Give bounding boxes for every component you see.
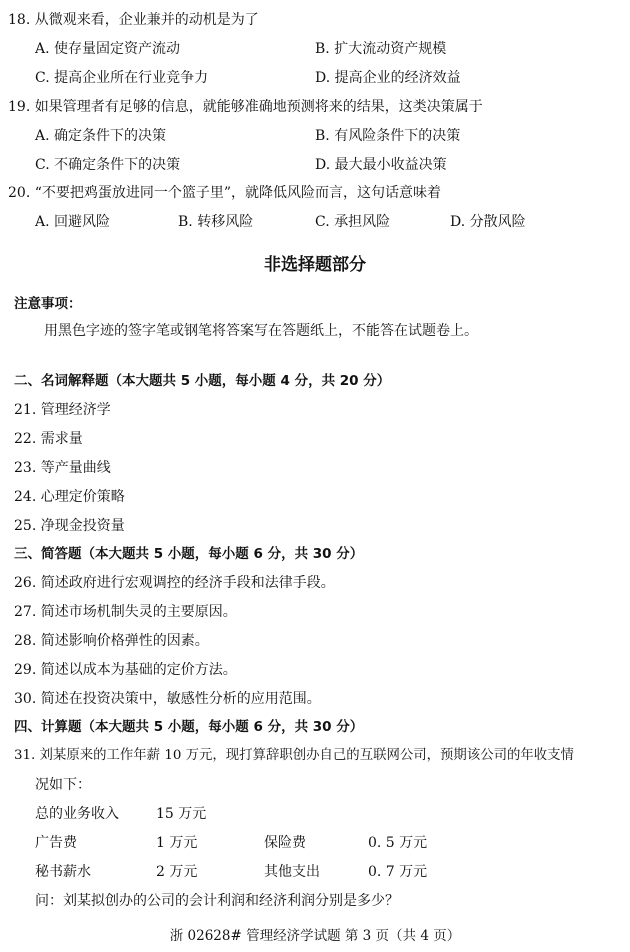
option-d: D. 提高企业的经济效益 — [315, 70, 461, 86]
expense-value: 0. 5 万元 — [368, 835, 428, 851]
question-31-line2: 况如下： — [35, 777, 91, 793]
list-item: 28. 简述影响价格弹性的因素。 — [14, 633, 209, 649]
list-item: 24. 心理定价策略 — [14, 489, 125, 505]
option-b: B. 转移风险 — [178, 214, 254, 230]
question-19-stem: 19. 如果管理者有足够的信息，就能够准确地预测将来的结果，这类决策属于 — [8, 99, 483, 115]
question-31-line1: 31. 刘某原来的工作年薪 10 万元，现打算辞职创办自己的互联网公司，预期该公司的年收支情 — [14, 748, 574, 763]
notice-text: 用黑色字迹的签字笔或钢笔将答案写在答题纸上，不能答在试题卷上。 — [44, 323, 478, 339]
part-2-title: 二、名词解释题（本大题共 5 小题，每小题 4 分，共 20 分） — [14, 373, 391, 389]
notice-title: 注意事项： — [14, 296, 82, 312]
question-31-ask: 问：刘某拟创办的公司的会计利润和经济利润分别是多少？ — [35, 893, 399, 909]
expense-label: 保险费 — [264, 835, 306, 851]
list-item: 26. 简述政府进行宏观调控的经济手段和法律手段。 — [14, 575, 335, 591]
option-a: A. 回避风险 — [35, 214, 111, 230]
option-d: D. 分散风险 — [450, 214, 526, 230]
revenue-label: 总的业务收入 — [35, 806, 119, 822]
expense-value: 0. 7 万元 — [368, 864, 428, 880]
expense-label: 其他支出 — [264, 864, 320, 880]
expense-value: 2 万元 — [156, 864, 198, 880]
list-item: 30. 简述在投资决策中，敏感性分析的应用范围。 — [14, 691, 321, 707]
question-18-stem: 18. 从微观来看，企业兼并的动机是为了 — [8, 12, 259, 28]
option-c: C. 不确定条件下的决策 — [35, 157, 181, 173]
page-footer: 浙 02628# 管理经济学试题 第 3 页（共 4 页） — [169, 928, 461, 944]
section-title: 非选择题部分 — [264, 255, 366, 275]
option-a: A. 确定条件下的决策 — [35, 128, 167, 144]
list-item: 27. 简述市场机制失灵的主要原因。 — [14, 604, 237, 620]
option-b: B. 有风险条件下的决策 — [315, 128, 461, 144]
list-item: 21. 管理经济学 — [14, 402, 111, 418]
list-item: 22. 需求量 — [14, 431, 83, 447]
expense-value: 1 万元 — [156, 835, 198, 851]
part-3-title: 三、简答题（本大题共 5 小题，每小题 6 分，共 30 分） — [14, 546, 364, 562]
question-20-stem: 20. “不要把鸡蛋放进同一个篮子里”，就降低风险而言，这句话意味着 — [8, 185, 442, 201]
part-4-title: 四、计算题（本大题共 5 小题，每小题 6 分，共 30 分） — [14, 719, 364, 735]
option-d: D. 最大最小收益决策 — [315, 157, 447, 173]
option-b: B. 扩大流动资产规模 — [315, 41, 447, 57]
option-c: C. 承担风险 — [315, 214, 391, 230]
list-item: 23. 等产量曲线 — [14, 460, 111, 476]
revenue-value: 15 万元 — [156, 806, 207, 822]
option-c: C. 提高企业所在行业竞争力 — [35, 70, 209, 86]
option-a: A. 使存量固定资产流动 — [35, 41, 181, 57]
list-item: 25. 净现金投资量 — [14, 518, 125, 534]
expense-label: 广告费 — [35, 835, 77, 851]
expense-label: 秘书薪水 — [35, 864, 91, 880]
list-item: 29. 简述以成本为基础的定价方法。 — [14, 662, 237, 678]
